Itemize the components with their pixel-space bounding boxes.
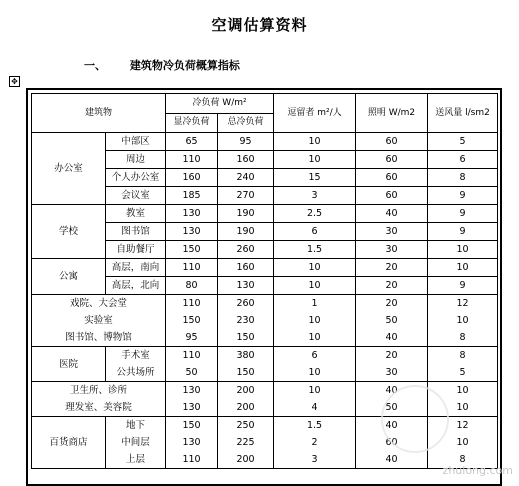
sub-label: 周边: [106, 151, 166, 169]
value-cell: 15: [274, 169, 356, 187]
group-label: 百货商店: [32, 417, 106, 469]
value-cell: 95: [218, 133, 274, 151]
value-cell: 190: [218, 223, 274, 241]
header-building: 建筑物: [32, 94, 166, 133]
value-cell: 10: [428, 259, 498, 277]
section-heading: [84, 57, 240, 73]
header-dominant-load: 显冷负荷: [166, 113, 218, 133]
value-cell: 10: [274, 151, 356, 169]
value-cell: 30: [356, 223, 428, 241]
value-cell: 60: [356, 169, 428, 187]
header-cooling-load: 冷负荷 W/m²: [166, 94, 274, 114]
table-row: [32, 259, 498, 277]
sub-label: 图书馆: [106, 223, 166, 241]
header-occupancy: 逗留者 m²/人: [274, 94, 356, 133]
value-cell: 10: [274, 133, 356, 151]
value-cell: 3: [274, 187, 356, 205]
value-cell: 6: [274, 223, 356, 241]
value-cell: 130: [166, 223, 218, 241]
value-cell: 10: [428, 241, 498, 259]
value-cell: 80: [166, 277, 218, 295]
value-cell: 110 50: [166, 347, 218, 382]
document-title: 空调估算资料: [211, 16, 308, 34]
value-cell: 65: [166, 133, 218, 151]
value-cell: 10 10: [428, 382, 498, 417]
value-cell: 1.5 2 3: [274, 417, 356, 469]
value-cell: 10 4: [274, 382, 356, 417]
value-cell: 40 50: [356, 382, 428, 417]
value-cell: 20: [356, 259, 428, 277]
table-row: [32, 205, 498, 223]
header-total-load: 总冷负荷: [218, 113, 274, 133]
value-cell: 60: [356, 133, 428, 151]
sub-label: 教室: [106, 205, 166, 223]
sub-label: 手术室 公共场所: [106, 347, 166, 382]
value-cell: 150: [166, 241, 218, 259]
group-label: 办公室: [32, 133, 106, 205]
group-label: 医院: [32, 347, 106, 382]
watermark-text: zhulong.com: [442, 464, 513, 477]
value-cell: 5: [428, 133, 498, 151]
sub-label: 高层，北向: [106, 277, 166, 295]
value-cell: 10: [274, 259, 356, 277]
value-cell: 110: [166, 151, 218, 169]
value-cell: 160: [218, 259, 274, 277]
group-label: 学校: [32, 205, 106, 259]
sub-label: 中部区: [106, 133, 166, 151]
group-label: 公寓: [32, 259, 106, 295]
value-cell: 12 10 8: [428, 295, 498, 347]
value-cell: 60: [356, 151, 428, 169]
value-cell: 1 10 10: [274, 295, 356, 347]
value-cell: 260 230 150: [218, 295, 274, 347]
value-cell: 40: [356, 205, 428, 223]
value-cell: 6 10: [274, 347, 356, 382]
value-cell: 160: [166, 169, 218, 187]
sub-label: 高层，南向: [106, 259, 166, 277]
section-title: 建筑物冷负荷概算指标: [129, 59, 240, 72]
sub-label: 个人办公室: [106, 169, 166, 187]
table-row: [32, 133, 498, 151]
value-cell: 60: [356, 187, 428, 205]
value-cell: 8 5: [428, 347, 498, 382]
move-cross-icon[interactable]: ✥: [9, 76, 20, 87]
value-cell: 260: [218, 241, 274, 259]
watermark-logo-icon: [381, 385, 449, 453]
value-cell: 110 150 95: [166, 295, 218, 347]
value-cell: 250 225 200: [218, 417, 274, 469]
value-cell: 2.5: [274, 205, 356, 223]
header-air-supply: 送风量 l/sm2: [428, 94, 498, 133]
value-cell: 130: [166, 205, 218, 223]
value-cell: 30: [356, 241, 428, 259]
table-row: [32, 295, 498, 347]
value-cell: 240: [218, 169, 274, 187]
value-cell: 12 10 8: [428, 417, 498, 469]
sub-label: 自助餐厅: [106, 241, 166, 259]
value-cell: 1.5: [274, 241, 356, 259]
value-cell: 150 130 110: [166, 417, 218, 469]
group-label: 戏院、大会堂 实验室 图书馆、博物馆: [32, 295, 166, 347]
value-cell: 20 50 40: [356, 295, 428, 347]
value-cell: 200 200: [218, 382, 274, 417]
value-cell: 160: [218, 151, 274, 169]
value-cell: 6: [428, 151, 498, 169]
value-cell: 9: [428, 277, 498, 295]
value-cell: 9: [428, 187, 498, 205]
section-number: 一、: [84, 59, 106, 72]
value-cell: 9: [428, 223, 498, 241]
sub-label: 地下 中间层 上层: [106, 417, 166, 469]
value-cell: 10: [274, 277, 356, 295]
value-cell: 130: [218, 277, 274, 295]
value-cell: 190: [218, 205, 274, 223]
value-cell: 8: [428, 169, 498, 187]
value-cell: 185: [166, 187, 218, 205]
value-cell: 20: [356, 277, 428, 295]
value-cell: 110: [166, 259, 218, 277]
table-row: [32, 347, 498, 382]
header-row-1: [32, 94, 498, 114]
group-label: 卫生所、诊所 理发室、美容院: [32, 382, 166, 417]
value-cell: 40 60 40: [356, 417, 428, 469]
value-cell: 20 30: [356, 347, 428, 382]
value-cell: 380 150: [218, 347, 274, 382]
value-cell: 270: [218, 187, 274, 205]
header-lighting: 照明 W/m2: [356, 94, 428, 133]
sub-label: 会议室: [106, 187, 166, 205]
value-cell: 9: [428, 205, 498, 223]
value-cell: 130 130: [166, 382, 218, 417]
